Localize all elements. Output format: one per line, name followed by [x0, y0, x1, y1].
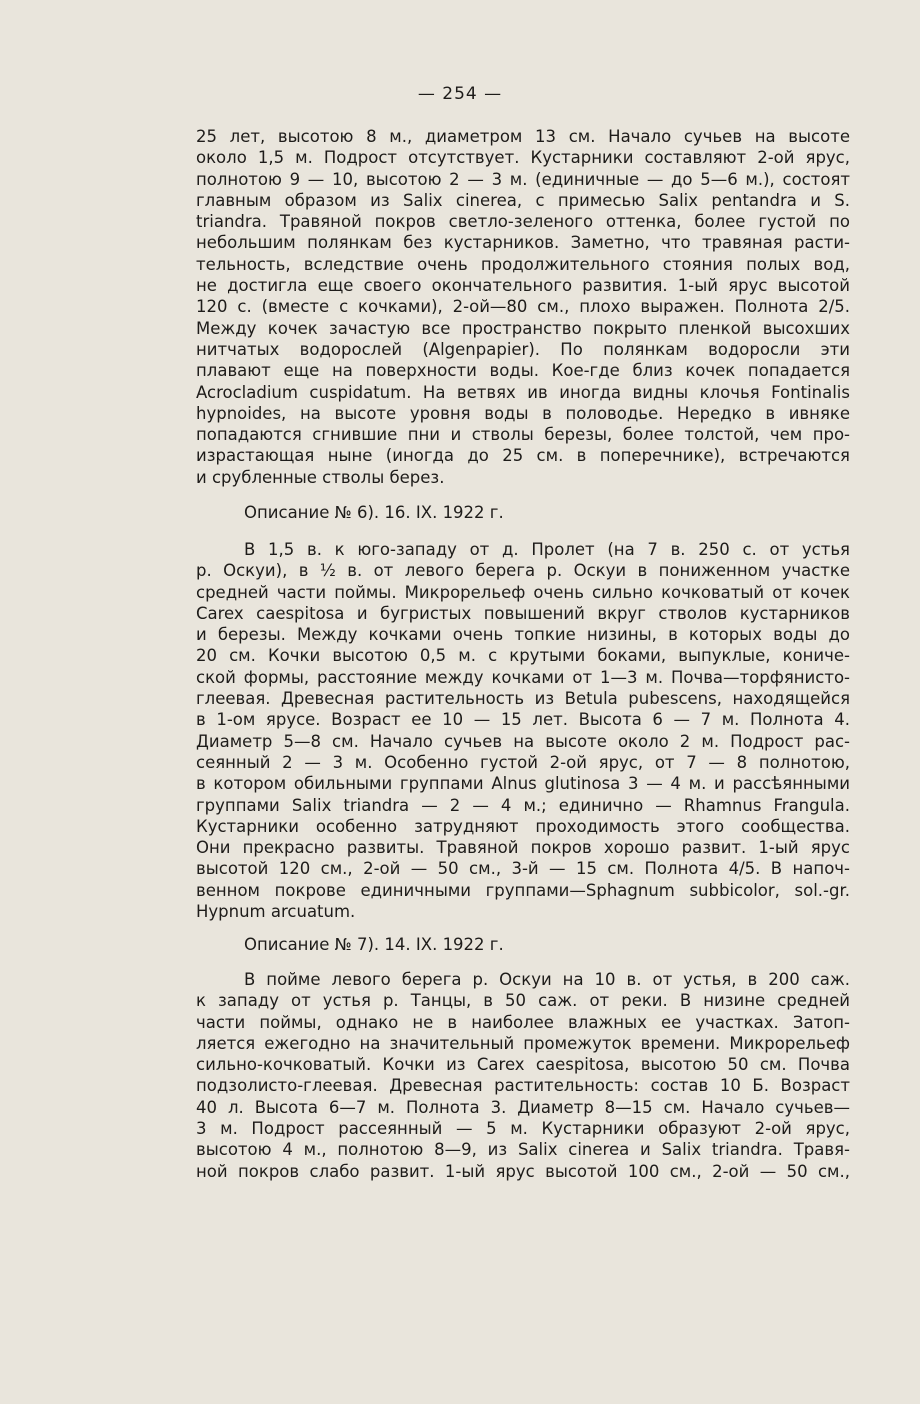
text-line: Диаметр 5—8 см. Начало сучьев на высоте около 2 м. Подрост рас-: [196, 731, 850, 751]
text-line: р. Оскуи), в ½ в. от левого берега р. Оскуи в пониженном участке: [196, 561, 850, 581]
paragraph-description-7: [196, 969, 850, 1182]
text-line: попадаются сгнившие пни и стволы березы, более толстой, чем про-: [196, 425, 850, 445]
text-line: глеевая. Древесная растительность из Betula pubescens, находящейся: [196, 689, 850, 709]
text-line: высотой 120 см., 2-ой — 50 см., 3-й — 15 см. Полнота 4/5. В напоч-: [196, 859, 850, 879]
text-line: 3 м. Подрост рассеянный — 5 м. Кустарники образуют 2-ой ярус,: [196, 1119, 850, 1139]
text-line: небольшим полянкам без кустарников. Заметно, что травяная расти-: [196, 233, 850, 253]
text-line: сеянный 2 — 3 м. Особенно густой 2-ой ярус, от 7 — 8 полнотою,: [196, 752, 850, 772]
text-line: В 1,5 в. к юго-западу от д. Пролет (на 7 в. 250 с. от устья: [244, 540, 850, 559]
text-line: Hypnum arcuatum.: [196, 902, 356, 922]
text-line: подзолисто-глеевая. Древесная растительность: состав 10 Б. Возраст: [196, 1076, 850, 1096]
text-line: плавают еще на поверхности воды. Кое-где близ кочек попадается: [196, 361, 850, 381]
paragraph-continued: [196, 126, 850, 488]
heading-description-7: Описание № 7). 14. IX. 1922 г.: [244, 935, 504, 954]
text-line: Они прекрасно развиты. Травяной покров хорошо развит. 1-ый ярус: [196, 838, 850, 858]
text-line: израстающая ныне (иногда до 25 см. в поперечнике), встречаются: [196, 446, 850, 466]
text-line: В пойме левого берега р. Оскуи на 10 в. от устья, в 200 саж.: [244, 970, 850, 989]
text-line: главным образом из Salix cinerea, с примесью Salix pentandra и S.: [196, 190, 850, 210]
text-line: ляется ежегодно на значительный промежуток времени. Микрорельеф: [196, 1033, 850, 1053]
text-line: hypnoides, на высоте уровня воды в половодье. Нередко в ивняке: [196, 403, 850, 423]
text-line: тельность, вследствие очень продолжительного стояния полых вод,: [196, 254, 850, 274]
text-line: высотою 4 м., полнотою 8—9, из Salix cinerea и Salix triandra. Травя-: [196, 1140, 850, 1160]
text-line: triandra. Травяной покров светло-зеленого оттенка, более густой по: [196, 212, 850, 232]
text-line: Кустарники особенно затрудняют проходимость этого сообщества.: [196, 816, 850, 836]
text-line: 120 с. (вместе с кочками), 2-ой—80 см., плохо выражен. Полнота 2/5.: [196, 297, 850, 317]
text-line: венном покрове единичными группами—Sphagnum subbicolor, sol.-gr.: [196, 880, 850, 900]
text-line: нитчатых водорослей (Algenpapier). По полянкам водоросли эти: [196, 339, 850, 359]
text-line: и срубленные стволы берез.: [196, 467, 445, 487]
text-line: в котором обильными группами Alnus glutinosa 3 — 4 м. и рассѣянными: [196, 774, 850, 794]
text-line: средней части поймы. Микрорельеф очень сильно кочковатый от кочек: [196, 582, 850, 602]
text-line: Acrocladium cuspidatum. На ветвях ив иногда видны клочья Fontinalis: [196, 382, 850, 402]
text-line: в 1-ом ярусе. Возраст ее 10 — 15 лет. Высота 6 — 7 м. Полнота 4.: [196, 710, 850, 730]
text-line: Между кочек зачастую все пространство покрыто пленкой высохших: [196, 318, 850, 338]
text-line: 25 лет, высотою 8 м., диаметром 13 см. Начало сучьев на высоте: [196, 127, 850, 146]
text-line: сильно-кочковатый. Кочки из Carex caespitosa, высотою 50 см. Почва: [196, 1055, 850, 1075]
text-line: 20 см. Кочки высотою 0,5 м. с крутыми боками, выпуклые, кониче-: [196, 646, 850, 666]
text-line: части поймы, однако не в наиболее влажных ее участках. Затоп-: [196, 1012, 850, 1032]
text-line: и березы. Между кочками очень топкие низины, в которых воды до: [196, 625, 850, 645]
text-line: ной покров слабо развит. 1-ый ярус высотой 100 см., 2-ой — 50 см.,: [196, 1161, 850, 1181]
text-line: Carex caespitosa и бугристых повышений вкруг стволов кустарников: [196, 603, 850, 623]
text-line: группами Salix triandra — 2 — 4 м.; единично — Rhamnus Frangula.: [196, 795, 850, 815]
text-line: ской формы, расстояние между кочками от 1—3 м. Почва—торфянисто-: [196, 667, 850, 687]
paragraph-description-6: [196, 539, 850, 922]
text-line: полнотою 9 — 10, высотою 2 — 3 м. (единичные — до 5—6 м.), состоят: [196, 169, 850, 189]
text-line: не достигла еще своего окончательного развития. 1-ый ярус высотой: [196, 276, 850, 296]
page-number: — 254 —: [417, 84, 503, 104]
text-line: около 1,5 м. Подрост отсутствует. Кустарники составляют 2-ой ярус,: [196, 148, 850, 168]
text-line: к западу от устья р. Танцы, в 50 саж. от реки. В низине средней: [196, 991, 850, 1011]
heading-description-6: Описание № 6). 16. IX. 1922 г.: [244, 503, 504, 522]
text-line: 40 л. Высота 6—7 м. Полнота 3. Диаметр 8—15 см. Начало сучьев—: [196, 1097, 850, 1117]
